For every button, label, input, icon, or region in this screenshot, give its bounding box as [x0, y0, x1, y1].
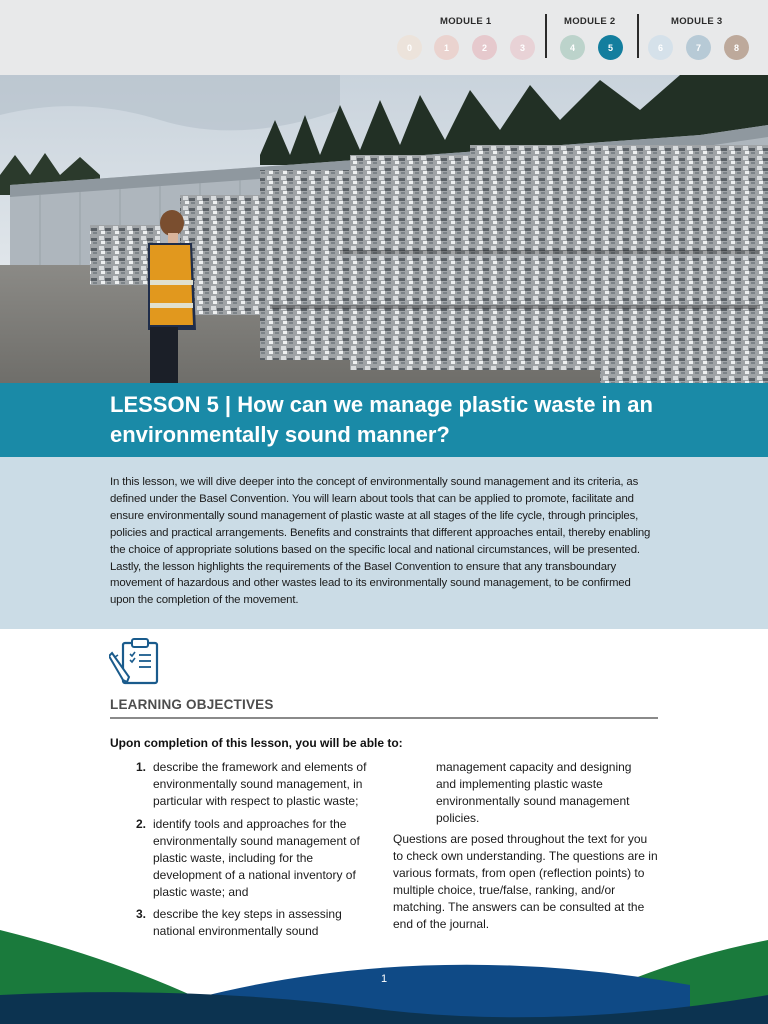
- objective-text: describe the framework and elements of environmentally sound management, in particular with respect to plastic waste;: [153, 760, 367, 808]
- lesson-number: LESSON 5: [110, 392, 219, 417]
- questions-note: Questions are posed throughout the text for you to check own understanding. The questions are in various formats, from open (reflection points) to multiple choice, true/false, ranking, and/or matching. The answers can be consulted at the end of the journal.: [393, 832, 658, 931]
- module-divider: [545, 14, 547, 58]
- lesson-step-2[interactable]: 2: [472, 35, 497, 60]
- lesson-step-7[interactable]: 7: [686, 35, 711, 60]
- objective-item: [136, 759, 378, 810]
- learning-objectives-heading: LEARNING OBJECTIVES: [110, 697, 274, 712]
- objective-text: identify tools and approaches for the environmentally sound management of plastic waste, including for the development of a national inventory of plastic waste; and: [153, 817, 360, 899]
- lesson-step-8[interactable]: 8: [724, 35, 749, 60]
- module-2-label[interactable]: MODULE 2: [564, 16, 616, 27]
- objective-3-continued: management capacity and designing and implementing plastic waste environmentally sound management policies.: [436, 760, 632, 825]
- lesson-step-0[interactable]: 0: [397, 35, 422, 60]
- objectives-intro: Upon completion of this lesson, you will be able to:: [110, 736, 403, 750]
- objective-text: describe the key steps in assessing national environmentally sound: [153, 907, 342, 938]
- heading-divider: [110, 717, 658, 719]
- lesson-step-1[interactable]: 1: [434, 35, 459, 60]
- intro-paragraph: In this lesson, we will dive deeper into the concept of environmentally sound management and its criteria, as defined under the Basel Convention. You will learn about tools that can be applied to promote, facilitate and ensure environmentally sound management of plastic waste at all stages of the life cycle, through principles, policies and practical arrangements. Benefits and constraints that different approaches entail, thereby enabling the choice of appropriate solutions based on the specific local and national circumstances, will be presented. Lastly, the lesson highlights the requirements of the Basel Convention to ensure that any transboundary movement of hazardous and other wastes lead to its environmentally sound management, to be confirmed upon the completion of the movement.: [110, 476, 651, 607]
- module-divider: [637, 14, 639, 58]
- hero-photo: [0, 75, 768, 383]
- objective-item: [136, 816, 368, 901]
- lesson-title: [110, 390, 670, 450]
- page-number: 1: [380, 973, 388, 985]
- clipboard-pencil-icon: [109, 637, 161, 687]
- lesson-step-6[interactable]: 6: [648, 35, 673, 60]
- lesson-step-4[interactable]: 4: [560, 35, 585, 60]
- lesson-question: How can we manage plastic waste in an environmentally sound manner?: [110, 392, 653, 447]
- lesson-step-3[interactable]: 3: [510, 35, 535, 60]
- module-navigation: [0, 0, 768, 75]
- objective-number: 2.: [136, 817, 147, 831]
- module-3-label[interactable]: MODULE 3: [671, 16, 723, 27]
- objective-number: 1.: [136, 760, 147, 774]
- objective-number: 3.: [136, 907, 147, 921]
- lesson-step-5-current[interactable]: 5: [598, 35, 623, 60]
- title-separator: |: [218, 392, 238, 417]
- module-1-label[interactable]: MODULE 1: [440, 16, 492, 27]
